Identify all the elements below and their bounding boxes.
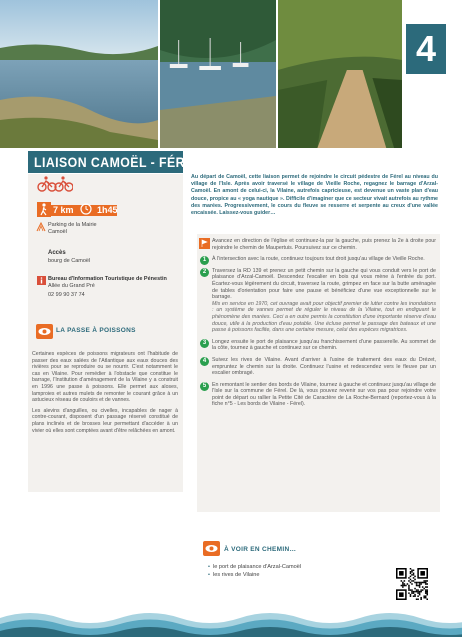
start-point-icon [199, 238, 210, 249]
intro-text: Au départ de Camoël, cette liaison permet de rejoindre le circuit pédestre de Férel au niveau du village de l'Isle. Après avoir traversé le village de Vieille Roche, regagnez le barrage d'Arzal-Camoël. En amont de celui-ci, la Vilaine, autrefois capricieuse, est devenue un vaste plan d'eau douce, propice au « yoga nautique ». Difficile d'imaginer que ce secteur vivait autrefois au rythme des marées. Progressivement, le cours du fleuve se resserre et serpente au creux d'une vallée encaissée. Laissez-vous guider… [191, 174, 438, 217]
acces-text: bourg de Camoël [48, 258, 91, 264]
route-step [200, 256, 436, 263]
page-title-text: LIAISON CAMOËL - FÉREL [34, 154, 202, 170]
eye-icon [36, 324, 53, 339]
fish-pass-paragraph-2: Les alevins d'anguilles, ou civelles, incapables de nager à contre-courant, disposent d'un passage réservé constitué de plans inclinés et de brosses leur permettant d'accéder à un vivier où elles sont comptées avant d'être relâchées en amont. [32, 407, 178, 434]
fish-pass-text [32, 351, 178, 438]
parking-line-2: Camoël [48, 229, 67, 235]
step-text: Suivez les rives de Vilaine. Avant d'arriver à l'usine de traitement des eaux du Drézet, empruntez le chemin sur la droite. Continuez l'usine et redescendez vers le fleuve par un escalier ombragé. [212, 356, 436, 377]
parking-line-1: Parking de la Mairie [48, 222, 97, 228]
distance-duration [37, 203, 137, 217]
route-step [200, 238, 436, 251]
step-text: Longez ensuite le port de plaisance jusqu'au franchissement d'une passerelle. Au sommet de la côte, tournez à gauche et continuez sur ce chemin. [212, 338, 436, 352]
step-text: En remontant le sentier des bords de Vilaine, tournez à gauche et continuez jusqu'au village de l'Isle sur la commune de Férel. De là, vous pouvez revenir sur vos pas pour rejoindre votre point de départ ou rallier la Petite Cité de Caractère de La Roche-Bernard (reportez-vous à la fiche n°5 - Les bords de Vilaine - Férel). [212, 381, 436, 408]
cycling-icon [37, 176, 73, 192]
see-along-item: • les rives de Vilaine [208, 571, 301, 579]
acces-title: Accès [48, 250, 66, 256]
info-office-address: Allée du Grand Pré [48, 283, 95, 289]
route-step [200, 268, 436, 334]
step-text: Avancez en direction de l'église et continuez-la par la gauche, puis prenez la 2e à droite pour rejoindre le chemin de Maupertuis. Poursuivez sur ce chemin. [212, 238, 436, 251]
step-text: Traversez la RD 139 et prenez un petit chemin sur la gauche qui vous conduit vers le port de plaisance d'Arzal-Camoël. Descendez l'escalier en bois qui vous mène à l'entrée du port. Écartez-vous légèrement du circuit, traversez la route, grimpez en face sur la butte aménagée de tables d'orientation pour faire une pause et bénéficiez d'une vue exceptionnelle sur le barrage. [212, 267, 436, 301]
route-step [200, 382, 436, 408]
route-step [200, 357, 436, 377]
step-number-badge: 5 [200, 382, 209, 391]
info-office-title: Bureau d'Information Touristique de Pénestin [48, 276, 167, 282]
photo-estuary [0, 0, 158, 148]
fish-pass-paragraph-1: Certaines espèces de poissons migrateurs ont l'habitude de passer des eaux salées de l'Atlantique aux eaux douces des rivières pour se reproduire ou se nourrir. C'est notamment le cas en Vilaine. Pour remédier à l'obstacle que constitue le barrage, l'Institution d'aménagement de la Vilaine y a construit en 1996 une passe à poissons. Elle permet aux aloses, lamproies et autres mulets de remonter le courant grâce à un astucieux réseau de couloirs et de vannes. [32, 351, 178, 404]
parking-info [48, 222, 188, 236]
step-number-badge: 2 [200, 268, 209, 277]
info-office-phone: 02 99 90 37 74 [48, 292, 85, 298]
duration-value: 1h45 [97, 205, 118, 215]
wave-decoration [0, 604, 462, 637]
page-title [28, 151, 202, 173]
header-photos [0, 0, 462, 148]
steps-list [200, 238, 436, 413]
step-number-badge: 3 [200, 339, 209, 348]
parking-icon [36, 222, 46, 232]
info-office-icon [37, 276, 46, 285]
see-along-item: • le port de plaisance d'Arzal-Camoël [208, 563, 301, 571]
see-along-title: À VOIR EN CHEMIN… [224, 546, 297, 553]
photo-marina [158, 0, 276, 148]
route-number: 4 [406, 24, 446, 74]
step-number-badge: 1 [200, 256, 209, 265]
see-along-list [208, 563, 301, 579]
route-step [200, 339, 436, 352]
qr-code[interactable] [396, 568, 428, 600]
step-number-badge: 4 [200, 357, 209, 366]
info-office [48, 276, 178, 299]
binoculars-icon [203, 541, 220, 556]
distance-value: 7 km [53, 205, 74, 215]
step-text: À l'intersection avec la route, continuez toujours tout droit jusqu'au village de Vieille Roche. [212, 256, 425, 263]
step-note: Mis en service en 1970, cet ouvrage avait pour objectif premier de lutter contre les inondations : un système de vannes permet de réguler le niveau de la Vilaine, tout en endiguant le phénomène des marées. Ceci a en outre permis la constitution d'une importante réserve d'eau douce, utile à la production d'eau potable. Une écluse permet le passage des bateaux et une passe à poissons facilite, dans une certaine mesure, celui des espèces migratrices. [212, 300, 436, 334]
photo-path [276, 0, 402, 148]
fish-pass-title: LA PASSE À POISSONS [56, 327, 136, 334]
